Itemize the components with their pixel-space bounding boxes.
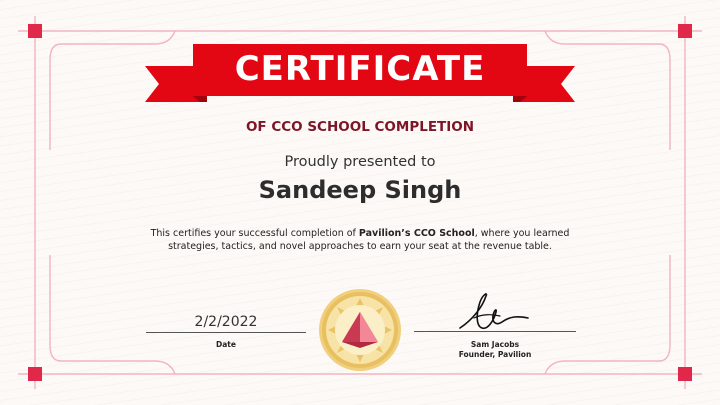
certificate-subtitle: OF CCO SCHOOL COMPLETION <box>245 119 475 135</box>
date-line <box>146 332 306 333</box>
signer-name: Sam Jacobs <box>470 340 520 349</box>
signature-line <box>414 331 576 332</box>
seal-icon <box>318 288 402 372</box>
date-label: Date <box>216 340 236 349</box>
signer-block <box>414 340 576 360</box>
certificate-title: CERTIFICATE <box>234 49 486 89</box>
statement-rest: , where you learned strategies, tactics, and novel approaches to earn your seat at the revenue table. <box>168 228 570 252</box>
certification-statement <box>150 228 570 253</box>
signer-title: Founder, Pavilion <box>458 350 532 359</box>
date-value: 2/2/2022 <box>194 314 258 330</box>
statement-intro: This certifies your successful completion of <box>150 228 359 239</box>
signature-icon <box>452 290 532 336</box>
presented-line: Proudly presented to <box>284 154 436 170</box>
recipient-name: Sandeep Singh <box>258 176 462 204</box>
program-name: Pavilion’s CCO School <box>358 228 475 239</box>
